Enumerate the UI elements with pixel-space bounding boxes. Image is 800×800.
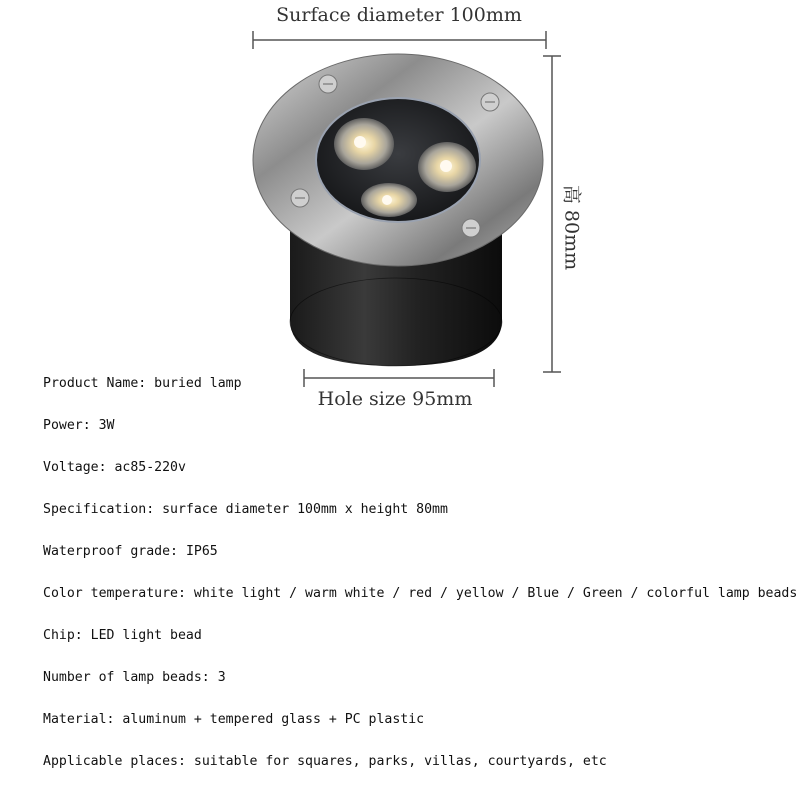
led-bead-icon <box>418 142 476 192</box>
spec-label: Specification <box>43 502 147 517</box>
spec-row <box>43 670 226 685</box>
spec-label: Product Name <box>43 376 139 391</box>
spec-label: Chip <box>43 628 75 643</box>
spec-separator: : <box>98 460 115 475</box>
spec-value: IP65 <box>185 544 218 559</box>
spec-value: buried lamp <box>154 376 242 391</box>
led-bead-icon <box>361 183 417 217</box>
spec-separator: : <box>82 418 99 433</box>
spec-separator: : <box>177 754 194 769</box>
spec-label: Color temperature <box>43 586 178 601</box>
height-label-wrapper <box>560 184 583 271</box>
spec-value: suitable for squares, parks, villas, courtyards, etc <box>193 754 607 769</box>
spec-row <box>43 586 797 601</box>
spec-label: Material <box>43 712 107 727</box>
spec-value: white light / warm white / red / yellow / Blue / Green / colorful lamp beads <box>193 586 798 601</box>
spec-value: aluminum + tempered glass + PC plastic <box>122 712 425 727</box>
hole-size-dimension-line <box>304 369 494 387</box>
spec-row <box>43 628 202 643</box>
spec-separator: : <box>177 586 194 601</box>
led-bead-icon <box>334 118 394 170</box>
spec-row <box>43 754 607 769</box>
surface-diameter-dimension-line <box>253 31 546 49</box>
height-dimension-line <box>543 56 561 372</box>
spec-value: ac85-220v <box>114 460 186 475</box>
spec-label: Number of lamp beads <box>43 670 202 685</box>
spec-value: surface diameter 100mm x height 80mm <box>162 502 448 517</box>
spec-separator: : <box>138 376 155 391</box>
spec-row <box>43 502 448 517</box>
spec-row <box>43 544 218 559</box>
hole-size-label: Hole size 95mm <box>317 388 473 410</box>
spec-row <box>43 460 186 475</box>
spec-separator: : <box>74 628 91 643</box>
screw-icon <box>319 75 337 93</box>
spec-value: 3 <box>217 670 226 685</box>
spec-separator: : <box>170 544 186 559</box>
spec-label: Applicable places <box>43 754 178 769</box>
spec-separator: : <box>106 712 123 727</box>
spec-value: 3W <box>98 418 115 433</box>
screw-icon <box>481 93 499 111</box>
height-label: 高 80mm <box>560 184 583 271</box>
spec-separator: : <box>146 502 163 517</box>
spec-separator: : <box>201 670 218 685</box>
spec-row <box>43 712 424 727</box>
spec-label: Waterproof grade <box>43 544 171 559</box>
spec-row <box>43 376 242 391</box>
surface-diameter-label: Surface diameter 100mm <box>276 4 522 26</box>
screw-icon <box>291 189 309 207</box>
spec-row <box>43 418 114 433</box>
spec-label: Power <box>43 418 83 433</box>
spec-label: Voltage <box>43 460 99 475</box>
spec-value: LED light bead <box>90 628 202 643</box>
screw-icon <box>462 219 480 237</box>
